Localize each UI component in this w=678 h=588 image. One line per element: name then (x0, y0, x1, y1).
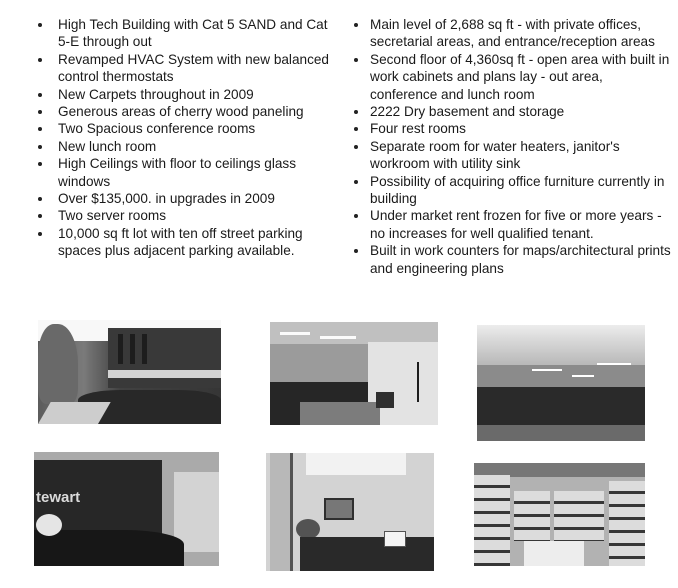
tree-shape (38, 324, 78, 404)
feature-item: Over $135,000. in upgrades in 2009 (34, 190, 334, 207)
photo-private-office (266, 453, 434, 571)
feature-item: High Tech Building with Cat 5 SAND and Cat 5-E through out (34, 16, 334, 51)
floor-shape (300, 402, 380, 425)
shelf-shape (554, 491, 604, 541)
boxes-shape (524, 541, 584, 566)
ceiling-light (532, 369, 562, 371)
ceiling-shape (477, 325, 645, 365)
features-list-left (34, 16, 334, 260)
plant-shape (296, 519, 320, 539)
sidewalk-shape (38, 402, 111, 424)
photo-building-exterior (38, 320, 221, 424)
feature-item: 2222 Dry basement and storage (352, 103, 672, 120)
window-shape (130, 334, 135, 364)
window-shape (142, 334, 147, 364)
ceiling-light (280, 332, 310, 335)
ceiling-light (597, 363, 631, 365)
photo-storage-room (474, 463, 645, 566)
feature-item: Generous areas of cherry wood paneling (34, 103, 334, 120)
feature-item: Possibility of acquiring office furniture currently in building (352, 173, 672, 208)
photo-reception (34, 452, 219, 566)
feature-item: Two server rooms (34, 207, 334, 224)
ceiling-light (572, 375, 594, 377)
feature-item: Separate room for water heaters, janitor's workroom with utility sink (352, 138, 672, 173)
window-shape (118, 334, 123, 364)
building-band (108, 370, 221, 378)
feature-item: High Ceilings with floor to ceilings glass windows (34, 155, 334, 190)
feature-item: Revamped HVAC System with new balanced control thermostats (34, 51, 334, 86)
framed-picture (324, 498, 354, 520)
photo-open-office (270, 322, 438, 425)
shelf-shape (609, 481, 645, 566)
feature-item: New lunch room (34, 138, 334, 155)
monitor-shape (384, 531, 406, 547)
shelf-shape (474, 475, 510, 566)
ceiling-light (320, 336, 356, 339)
floor-shape (477, 425, 645, 441)
chair-shape (376, 392, 394, 408)
building-shape (108, 328, 221, 388)
feature-item: 10,000 sq ft lot with ten off street parking spaces plus adjacent parking available. (34, 225, 334, 260)
desk-shape (300, 537, 434, 571)
lamp-shape (417, 362, 419, 402)
flowers-shape (36, 514, 62, 536)
shelf-shape (514, 491, 550, 541)
ceiling-shape (306, 453, 406, 475)
photo-office-floor (477, 325, 645, 441)
company-sign: tewart (36, 489, 81, 506)
pillar-shape (270, 453, 293, 571)
features-list-right (352, 16, 672, 277)
workstations-shape (477, 387, 645, 427)
feature-item: Four rest rooms (352, 120, 672, 137)
feature-item: Main level of 2,688 sq ft - with private offices, secretarial areas, and entrance/reception areas (352, 16, 672, 51)
feature-item: Under market rent frozen for five or more years - no increases for well qualified tenant. (352, 207, 672, 242)
feature-item: Second floor of 4,360sq ft - open area with built in work cabinets and plans lay - out area, conference and lunch room (352, 51, 672, 103)
feature-item: Two Spacious conference rooms (34, 120, 334, 137)
feature-item: Built in work counters for maps/architectural prints and engineering plans (352, 242, 672, 277)
feature-item: New Carpets throughout in 2009 (34, 86, 334, 103)
reception-counter (34, 530, 184, 566)
